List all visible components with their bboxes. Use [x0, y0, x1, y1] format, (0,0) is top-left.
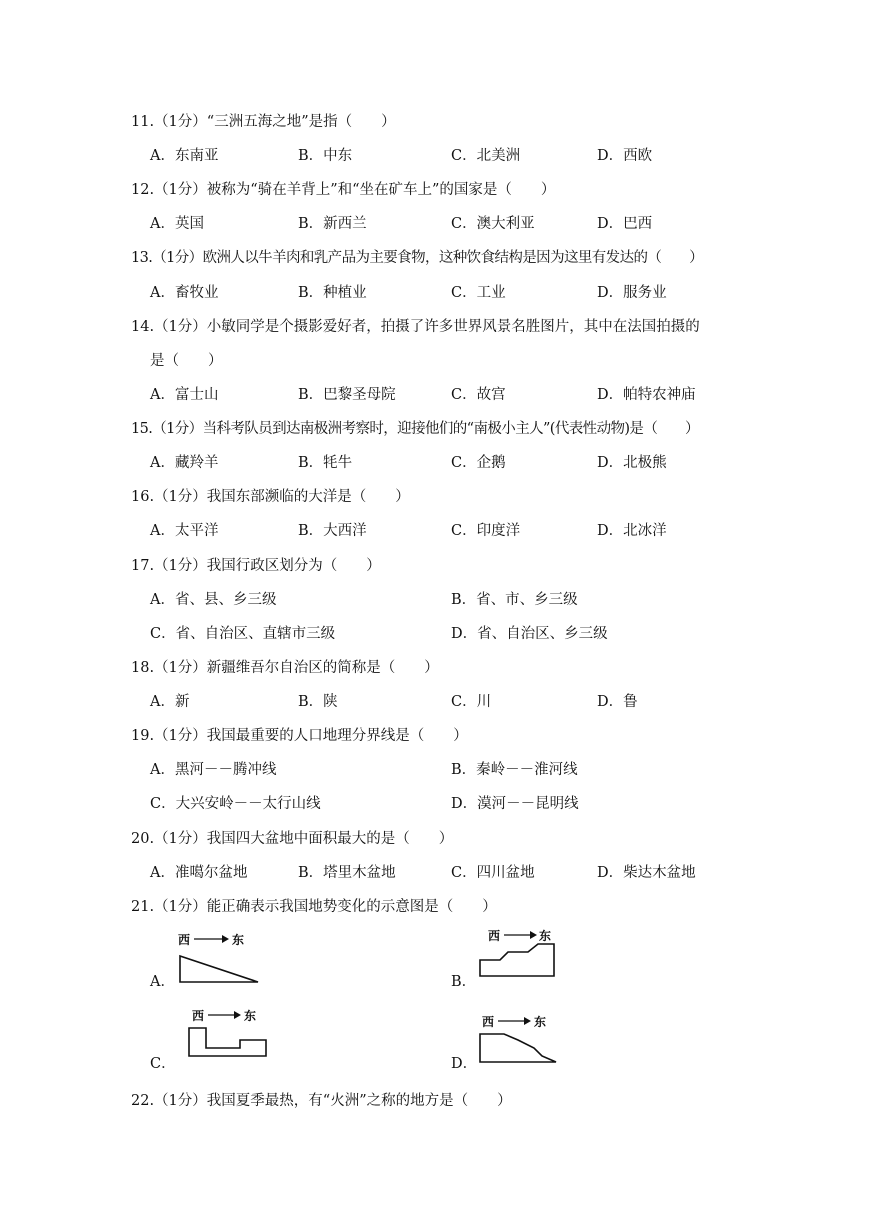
- terrain-diagram-c[interactable]: [186, 1004, 276, 1062]
- q13-option-a[interactable]: A．畜牧业: [150, 285, 219, 301]
- question-14-stem: 14.（1分）小敏同学是个摄影爱好者，拍摄了许多世界风景名胜图片，其中在法国拍摄的: [131, 319, 700, 335]
- q11-option-c[interactable]: C．北美洲: [451, 148, 521, 164]
- question-17-stem: 17.（1分）我国行政区划分为（ ）: [131, 558, 381, 574]
- question-12-stem: 12.（1分）被称为“骑在羊背上”和“坐在矿车上”的国家是（ ）: [131, 182, 556, 198]
- q13-option-b[interactable]: B．种植业: [298, 285, 367, 301]
- east-label: 东: [244, 1009, 257, 1023]
- question-19-stem: 19.（1分）我国最重要的人口地理分界线是（ ）: [131, 728, 468, 744]
- q18-option-a[interactable]: A．新: [150, 694, 190, 710]
- descending-shape: [480, 1034, 556, 1062]
- q12-option-c[interactable]: C．澳大利亚: [451, 216, 535, 232]
- q19-option-d[interactable]: D．漠河－－昆明线: [451, 796, 579, 812]
- q19-option-a[interactable]: A．黑河－－腾冲线: [150, 762, 277, 778]
- q19-option-b[interactable]: B．秦岭－－淮河线: [451, 762, 578, 778]
- q20-option-a[interactable]: A．准噶尔盆地: [150, 865, 248, 881]
- q14-option-c[interactable]: C．故宫: [451, 387, 506, 403]
- q18-option-c[interactable]: C．川: [451, 694, 492, 710]
- terrain-diagram-d[interactable]: [476, 1010, 566, 1068]
- west-label: 西: [482, 1015, 495, 1029]
- q15-option-c[interactable]: C．企鹅: [451, 455, 506, 471]
- q15-option-a[interactable]: A．藏羚羊: [150, 455, 219, 471]
- east-label: 东: [539, 929, 552, 943]
- question-20-stem: 20.（1分）我国四大盆地中面积最大的是（ ）: [131, 831, 454, 847]
- q16-option-b[interactable]: B．大西洋: [298, 523, 367, 539]
- q16-option-a[interactable]: A．太平洋: [150, 523, 219, 539]
- q17-option-a[interactable]: A．省、县、乡三级: [150, 592, 277, 608]
- q14-option-a[interactable]: A．富士山: [150, 387, 219, 403]
- q12-option-b[interactable]: B．新西兰: [298, 216, 367, 232]
- q17-option-b[interactable]: B．省、市、乡三级: [451, 592, 578, 608]
- q17-option-d[interactable]: D．省、自治区、乡三级: [451, 626, 608, 642]
- terrain-diagram-b[interactable]: [476, 924, 566, 982]
- west-label: 西: [192, 1009, 205, 1023]
- q11-option-d[interactable]: D．西欧: [597, 148, 653, 164]
- q13-option-c[interactable]: C．工业: [451, 285, 506, 301]
- question-21-stem: 21.（1分）能正确表示我国地势变化的示意图是（ ）: [131, 899, 497, 915]
- question-15-stem: 15.（1分）当科考队员到达南极洲考察时，迎接他们的“南极小主人”(代表性动物)是（ ）: [131, 421, 699, 437]
- q21-option-d[interactable]: D．: [451, 1056, 478, 1072]
- q12-option-d[interactable]: D．巴西: [597, 216, 653, 232]
- terrain-diagram-a[interactable]: [176, 928, 266, 986]
- question-16-stem: 16.（1分）我国东部濒临的大洋是（ ）: [131, 489, 410, 505]
- q21-option-c[interactable]: C．: [150, 1056, 176, 1072]
- question-18-stem: 18.（1分）新疆维吾尔自治区的简称是（ ）: [131, 660, 439, 676]
- q12-option-a[interactable]: A．英国: [150, 216, 204, 232]
- east-label: 东: [534, 1015, 547, 1029]
- q11-option-a[interactable]: A．东南亚: [150, 148, 219, 164]
- q16-option-c[interactable]: C．印度洋: [451, 523, 521, 539]
- q14-option-d[interactable]: D．帕特农神庙: [597, 387, 696, 403]
- q21-option-a[interactable]: A．: [150, 974, 175, 990]
- q13-option-d[interactable]: D．服务业: [597, 285, 667, 301]
- west-label: 西: [488, 929, 501, 943]
- slope-shape: [180, 956, 258, 982]
- q14-option-b[interactable]: B．巴黎圣母院: [298, 387, 396, 403]
- question-13-stem: 13.（1分）欧洲人以牛羊肉和乳产品为主要食物，这种饮食结构是因为这里有发达的（ ）: [131, 250, 703, 266]
- question-22-stem: 22.（1分）我国夏季最热，有“火洲”之称的地方是（ ）: [131, 1093, 512, 1109]
- q18-option-b[interactable]: B．陕: [298, 694, 338, 710]
- q15-option-b[interactable]: B．牦牛: [298, 455, 353, 471]
- q21-option-b[interactable]: B．: [451, 974, 477, 990]
- q20-option-b[interactable]: B．塔里木盆地: [298, 865, 396, 881]
- basin-shape: [189, 1028, 266, 1056]
- q19-option-c[interactable]: C．大兴安岭－－太行山线: [150, 796, 321, 812]
- step-shape: [480, 944, 554, 976]
- q17-option-c[interactable]: C．省、自治区、直辖市三级: [150, 626, 336, 642]
- q11-option-b[interactable]: B．中东: [298, 148, 353, 164]
- q16-option-d[interactable]: D．北冰洋: [597, 523, 667, 539]
- q20-option-c[interactable]: C．四川盆地: [451, 865, 535, 881]
- q18-option-d[interactable]: D．鲁: [597, 694, 638, 710]
- question-14-stem-cont: 是（ ）: [150, 353, 223, 369]
- q15-option-d[interactable]: D．北极熊: [597, 455, 667, 471]
- q20-option-d[interactable]: D．柴达木盆地: [597, 865, 696, 881]
- west-label: 西: [178, 933, 191, 947]
- question-11-stem: 11.（1分）“三洲五海之地”是指（ ）: [131, 114, 396, 130]
- east-label: 东: [232, 933, 245, 947]
